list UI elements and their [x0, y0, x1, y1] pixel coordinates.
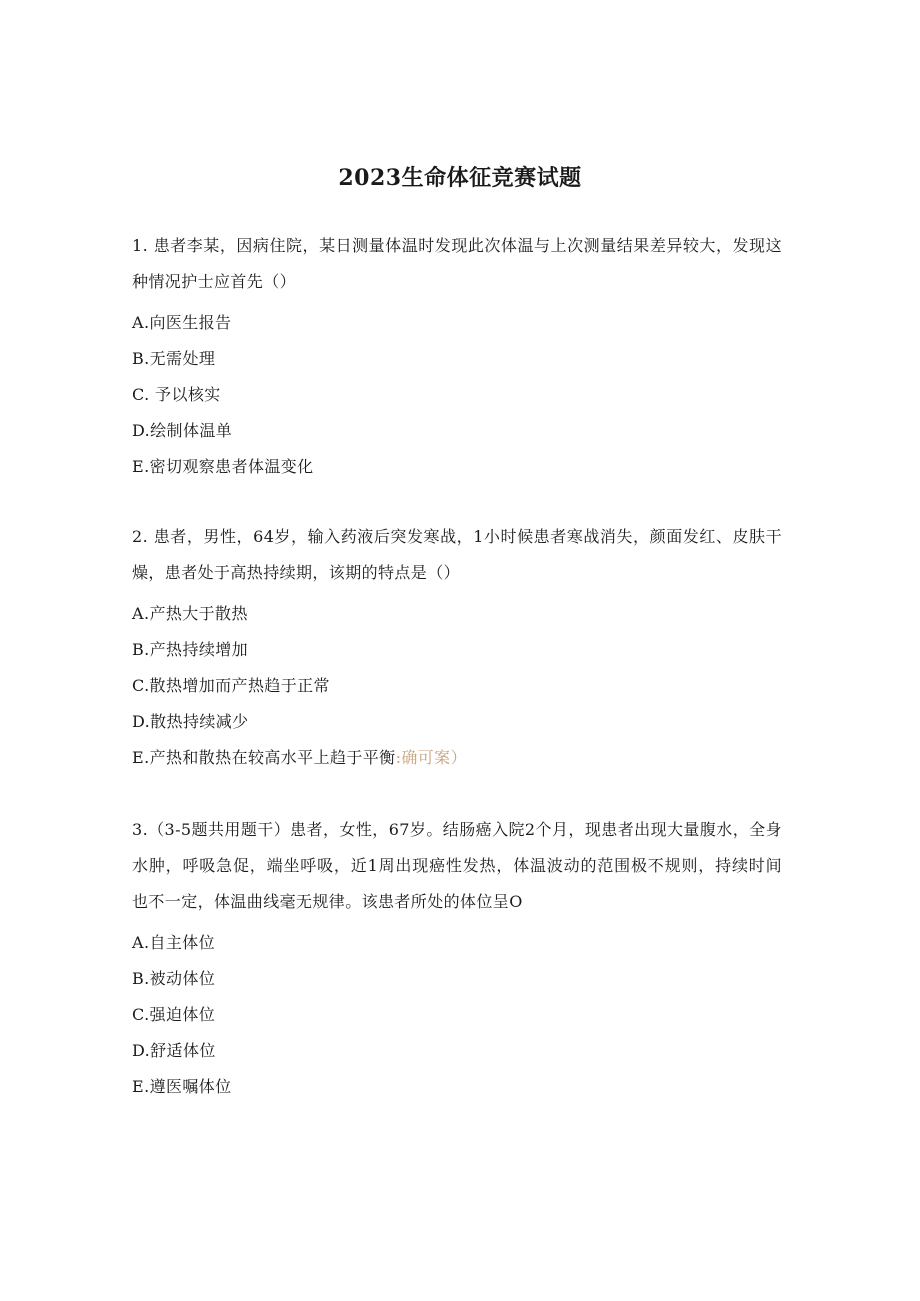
option-e: E.密切观察患者体温变化: [132, 457, 314, 476]
option-e: E.产热和散热在较高水平上趋于平衡: [132, 748, 396, 767]
answer-note: :确可案）: [395, 748, 467, 767]
question-stem: 1. 患者李某，因病住院，某日测量体温时发现此次体温与上次测量结果差异较大，发现这种情况护士应首先（）: [132, 236, 782, 291]
option-d: D.散热持续减少: [132, 712, 249, 731]
option-a: A.产热大于散热: [132, 604, 248, 623]
question-stem: 3.（3-5题共用题干）患者，女性，67岁。结肠癌入院2个月，现患者出现大量腹水，全身水肿，呼吸急促，端坐呼吸，近1周出现癌性发热，体温波动的范围极不规则，持续时间也不一定，体温曲线毫无规律。该患者所处的体位呈O: [132, 820, 782, 911]
option-c: C. 予以核实: [132, 385, 221, 404]
option-d: D.绘制体温单: [132, 421, 233, 440]
option-b: B.被动体位: [132, 969, 216, 988]
option-e-line: [132, 740, 782, 776]
option-e: E.遵医嘱体位: [132, 1077, 232, 1096]
option-a: A.自主体位: [132, 933, 216, 952]
question-3: [132, 812, 782, 1105]
option-b: B.无需处理: [132, 349, 216, 368]
option-d: D.舒适体位: [132, 1041, 216, 1060]
question-stem: 2. 患者，男性，64岁，输入药液后突发寒战，1小时候患者寒战消失，颜面发红、皮肤干燥，患者处于高热持续期，该期的特点是（）: [132, 527, 782, 582]
question-1: [132, 228, 782, 485]
question-2: [132, 519, 782, 776]
option-c: C.散热增加而产热趋于正常: [132, 676, 330, 695]
option-b: B.产热持续增加: [132, 640, 249, 659]
option-c: C.强迫体位: [132, 1005, 216, 1024]
page-title: 2023生命体征竞赛试题: [338, 165, 582, 191]
option-a: A.向医生报告: [132, 313, 232, 332]
